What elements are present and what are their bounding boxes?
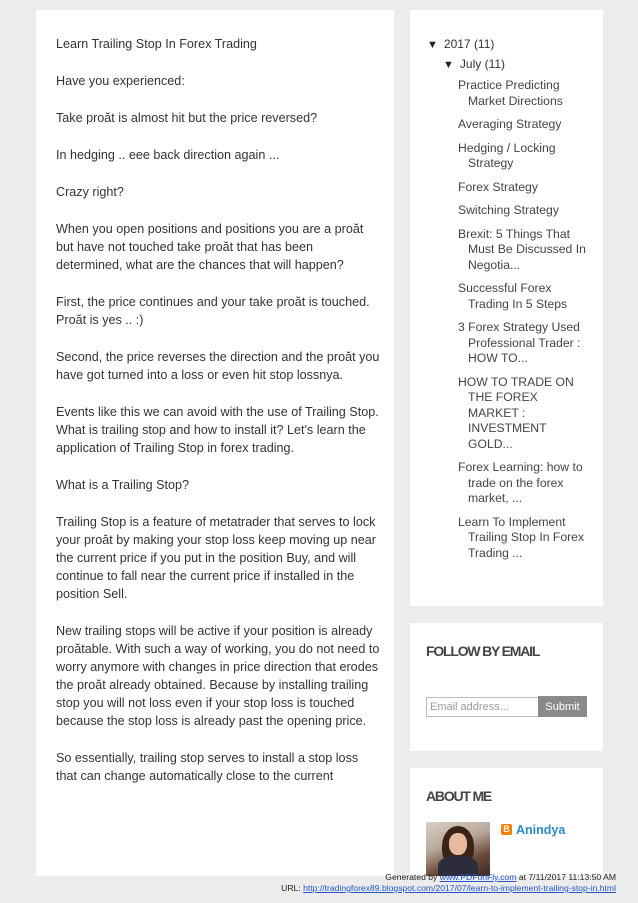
article-paragraph: Take proăt is almost hit but the price reversed? xyxy=(56,111,318,125)
widget-title: FOLLOW BY EMAIL xyxy=(426,643,540,659)
archive-post-link[interactable]: Hedging / Locking Strategy xyxy=(458,140,556,170)
generated-by-line xyxy=(385,872,616,882)
archive-post-list xyxy=(458,78,590,569)
widget-title: ABOUT ME xyxy=(426,788,492,804)
archive-post-link[interactable]: Forex Learning: how to trade on the forex market, ... xyxy=(458,460,583,505)
triangle-down-icon[interactable]: ▼ xyxy=(427,39,438,51)
article-paragraph: Have you experienced: xyxy=(56,74,185,88)
archive-month-count: (11) xyxy=(484,57,506,71)
archive-post-link[interactable]: Averaging Strategy xyxy=(458,117,562,131)
article-paragraph: Events like this we can avoid with the use of Trailing Stop. What is trailing stop and how to install it? Let's learn the application of Trailing Stop in forex trading. xyxy=(56,405,379,455)
article-paragraph: First, the price continues and your take proăt is touched. Proăt is yes .. :) xyxy=(56,295,370,327)
archive-year-label[interactable]: 2017 xyxy=(443,37,471,51)
post-body-card xyxy=(36,10,394,876)
article-paragraph: What is a Trailing Stop? xyxy=(56,478,189,492)
archive-post-link[interactable]: Successful Forex Trading In 5 Steps xyxy=(458,281,568,311)
email-input[interactable] xyxy=(426,697,540,717)
submit-button[interactable]: Submit xyxy=(538,696,587,717)
source-url-line xyxy=(281,883,616,893)
author-name-link[interactable]: Anindya xyxy=(516,823,566,837)
blogger-icon: B xyxy=(501,824,512,835)
article-paragraph: So essentially, trailing stop serves to install a stop loss that can change automatically close to the current xyxy=(56,751,359,783)
article-paragraph: Learn Trailing Stop In Forex Trading xyxy=(56,37,257,51)
article-paragraph: Crazy right? xyxy=(56,185,124,199)
triangle-down-icon[interactable]: ▼ xyxy=(443,59,454,71)
follow-by-email-widget xyxy=(410,623,603,751)
archive-post-link[interactable]: Brexit: 5 Things That Must Be Discussed In Negotia... xyxy=(458,226,586,272)
archive-post-link[interactable]: Learn To Implement Trailing Stop In Forex Trading ... xyxy=(458,514,585,560)
generated-prefix: Generated by xyxy=(385,872,438,882)
archive-post-link[interactable]: 3 Forex Strategy Used Professional Trader : HOW TO... xyxy=(458,320,581,365)
url-prefix: URL: xyxy=(281,883,301,893)
article-text xyxy=(56,35,382,804)
archive-month-label[interactable]: July xyxy=(459,57,482,71)
about-me-widget xyxy=(410,768,603,876)
article-paragraph: Second, the price reverses the direction and the proăt you have got turned into a loss or even hit stop lossnya. xyxy=(56,350,380,382)
archive-year-toggle[interactable] xyxy=(427,37,494,51)
avatar[interactable] xyxy=(426,822,490,876)
article-paragraph: Trailing Stop is a feature of metatrader that serves to lock your proăt by making your stop loss keep moving up near the current price if you put in the position Buy, and will continue to fall near the current price if installed in the position Sell. xyxy=(56,515,376,601)
archive-post-link[interactable]: Forex Strategy xyxy=(458,179,538,194)
article-paragraph: When you open positions and positions you are a proăt but have not touched take proăt that has been determined, what are the chances that will happen? xyxy=(56,222,364,272)
article-paragraph: New trailing stops will be active if your position is already proătable. With such a way of working, you do not need to worry anymore with changes in price direction that erodes the proăt already obtained. Because by installing trailing stop you will not loss even if your stop loss is touched because the stop loss is already past the opening price. xyxy=(56,624,380,728)
pdfonfly-link[interactable]: www.PDFonFly.com xyxy=(439,872,517,882)
archive-month-toggle[interactable] xyxy=(443,57,505,71)
generated-suffix: at 7/11/2017 11:13:50 AM xyxy=(518,872,616,882)
archive-post-link[interactable]: HOW TO TRADE ON THE FOREX MARKET : INVESTMENT GOLD... xyxy=(458,374,574,451)
archive-post-link[interactable]: Switching Strategy xyxy=(458,203,559,217)
article-paragraph: In hedging .. eee back direction again ... xyxy=(56,148,280,162)
archive-year-count: (11) xyxy=(473,37,495,51)
blog-archive-widget xyxy=(410,10,603,606)
source-url-link[interactable]: http://tradingforex89.blogspot.com/2017/07/learn-to-implement-trailing-stop-in.html xyxy=(303,883,616,893)
archive-post-link[interactable]: Practice Predicting Market Directions xyxy=(458,78,563,108)
